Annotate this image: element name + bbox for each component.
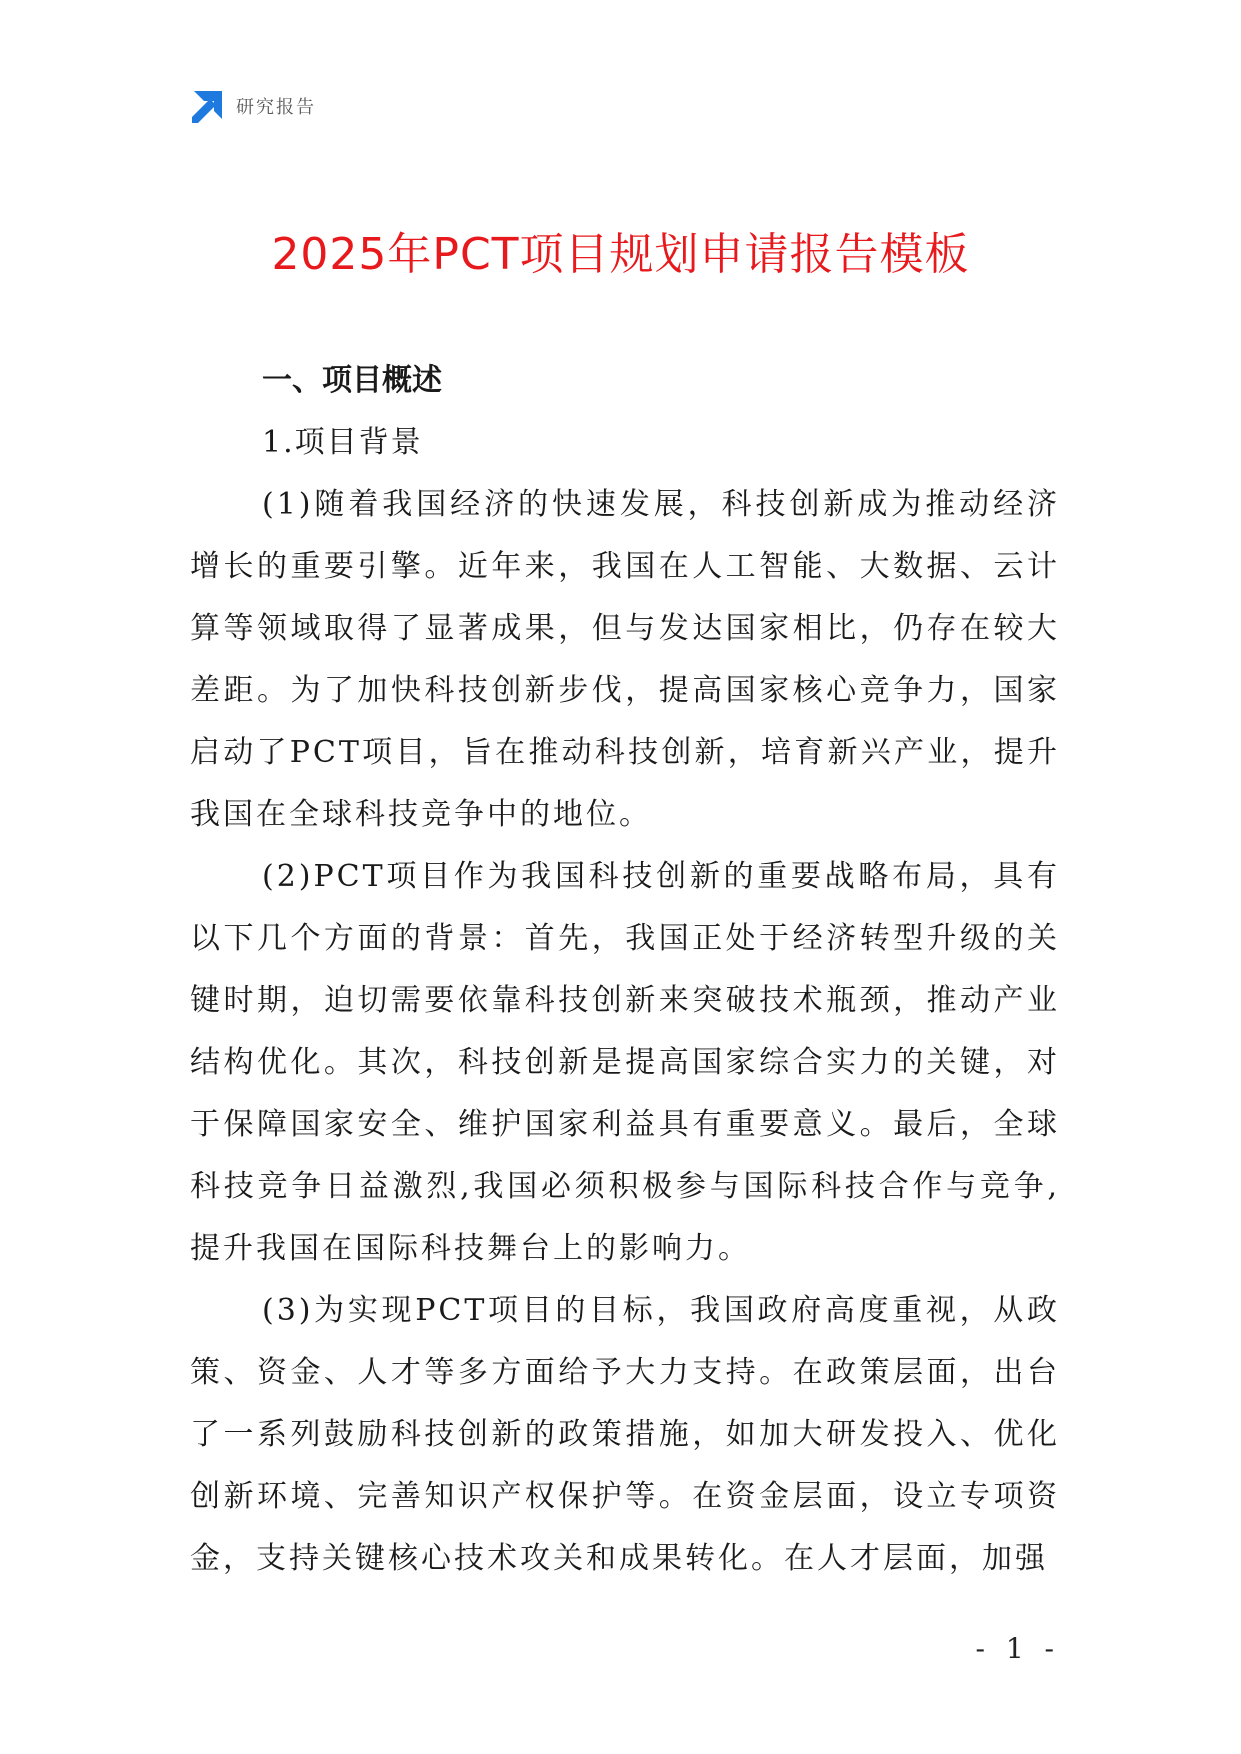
header-label: 研究报告 xyxy=(236,97,316,118)
paragraph-1: (1)随着我国经济的快速发展，科技创新成为推动经济增长的重要引擎。近年来，我国在人工智能、大数据、云计算等领域取得了显著成果，但与发达国家相比，仍存在较大差距。为了加快科技创新步伐，提高国家核心竞争力，国家启动了PCT项目，旨在推动科技创新，培育新兴产业，提升我国在全球科技竞争中的地位。 xyxy=(190,487,1060,832)
sub-heading: 1.项目背景 xyxy=(262,425,423,460)
paragraph-3: (3)为实现PCT项目的目标，我国政府高度重视，从政策、资金、人才等多方面给予大力支持。在政策层面，出台了一系列鼓励科技创新的政策措施，如加大研发投入、优化创新环境、完善知识产权保护等。在资金层面，设立专项资金，支持关键核心技术攻关和成果转化。在人才层面，加强 xyxy=(190,1293,1060,1576)
page-number: - 1 - xyxy=(975,1632,1060,1665)
document-body xyxy=(190,350,1060,1590)
document-title: 2025年PCT项目规划申请报告模板 xyxy=(271,229,970,280)
arrow-up-right-icon xyxy=(190,89,224,123)
section-heading: 一、项目概述 xyxy=(262,363,442,398)
paragraph-2: (2)PCT项目作为我国科技创新的重要战略布局，具有以下几个方面的背景：首先，我国正处于经济转型升级的关键时期，迫切需要依靠科技创新来突破技术瓶颈，推动产业结构优化。其次，科技创新是提高国家综合实力的关键，对于保障国家安全、维护国家利益具有重要意义。最后，全球科技竞争日益激烈,我国必须积极参与国际科技合作与竞争,提升我国在国际科技舞台上的影响力。 xyxy=(190,859,1060,1266)
report-header xyxy=(190,88,316,124)
